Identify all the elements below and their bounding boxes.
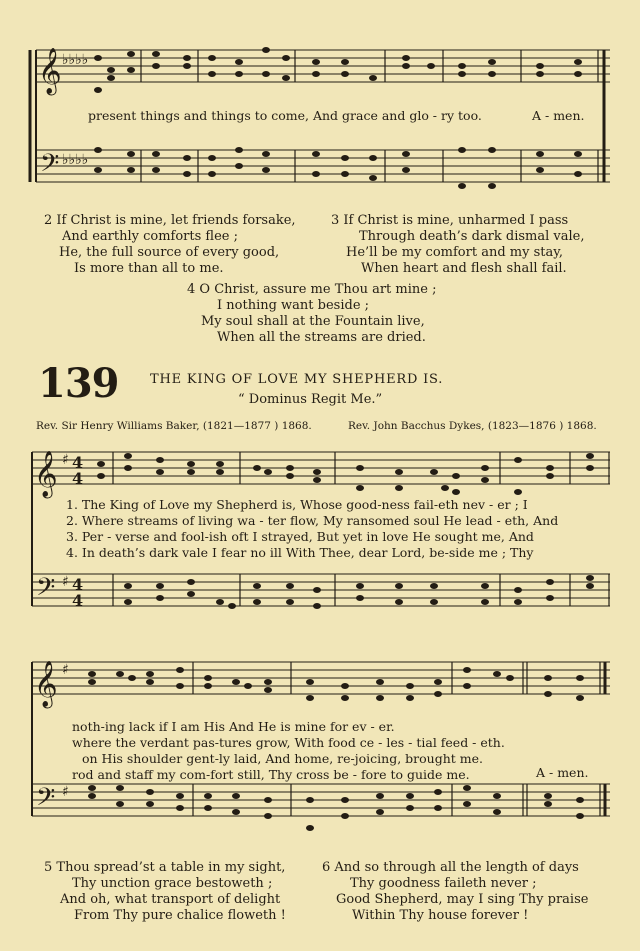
verse-4-line-4: When all the streams are dried.: [217, 330, 426, 345]
svg-text:♯: ♯: [62, 662, 69, 678]
verse-5-line-3: And oh, what transport of delight: [60, 892, 281, 907]
s2-verse-2: where the verdant pas-tures grow, With food ce - les - tial feed - eth.: [72, 735, 505, 750]
verse-5-line-1: 5 Thou spread’st a table in my sight,: [44, 860, 286, 875]
verse-3-line-4: When heart and flesh shall fail.: [361, 261, 567, 276]
s1-verse-2: 2. Where streams of living wa - ter flow, My ransomed soul He lead - eth, And: [66, 513, 559, 528]
verse-2-line-3: He, the full source of every good,: [59, 245, 280, 260]
svg-text:♯: ♯: [62, 784, 69, 800]
verse-4-line-3: My soul shall at the Fountain live,: [201, 314, 425, 329]
verse-6-line-4: Within Thy house forever !: [352, 908, 529, 923]
hymn-title: THE KING OF LOVE MY SHEPHERD IS.: [150, 372, 444, 387]
system-1-lyrics: [66, 497, 558, 561]
music-credit: Rev. John Bacchus Dykes, (1823—1876 ) 1868.: [348, 420, 597, 432]
verse-4-line-2: I nothing want beside ;: [217, 298, 370, 313]
verse-6-line-1: 6 And so through all the length of days: [322, 860, 579, 875]
verse-3: [331, 213, 584, 277]
verse-4: [187, 282, 436, 346]
svg-text:4: 4: [72, 453, 84, 472]
verse-5-line-4: From Thy pure chalice floweth !: [74, 908, 286, 923]
svg-text:♯: ♯: [62, 574, 69, 590]
verse-3-line-3: He’ll be my comfort and my stay,: [346, 245, 563, 260]
svg-text:𝄢: 𝄢: [36, 783, 56, 818]
hymn-number: 139: [38, 360, 119, 407]
hymn-amen: A - men.: [536, 765, 589, 780]
verse-2-line-1: 2 If Christ is mine, let friends forsake,: [44, 213, 296, 228]
svg-text:𝄢: 𝄢: [40, 149, 60, 184]
verse-6-line-3: Good Shepherd, may I sing Thy praise: [336, 892, 589, 907]
verse-5: [44, 860, 286, 924]
svg-text:♭♭♭♭: ♭♭♭♭: [62, 152, 89, 168]
s2-verse-4: rod and staff my com-fort still, Thy cross be - fore to guide me.: [72, 767, 470, 782]
verse-5-line-2: Thy unction grace bestoweth ;: [72, 876, 273, 891]
s1-verse-1: 1. The King of Love my Shepherd is, Whose good-ness fail-eth nev - er ; I: [66, 497, 528, 512]
s2-verse-3: on His shoulder gent-ly laid, And home, re-joicing, brought me.: [82, 751, 483, 766]
top-amen: A - men.: [532, 108, 585, 123]
verse-6-line-2: Thy goodness faileth never ;: [350, 876, 537, 891]
verse-2-line-4: Is more than all to me.: [74, 261, 224, 276]
verse-2: [44, 213, 296, 277]
s1-verse-3: 3. Per - verse and fool-ish oft I strayed, But yet in love He sought me, And: [66, 529, 534, 544]
system-2-lyrics: [72, 719, 505, 783]
svg-text:𝄞: 𝄞: [34, 661, 58, 707]
verse-2-line-2: And earthly comforts flee ;: [62, 229, 238, 244]
svg-text:𝄢: 𝄢: [36, 573, 56, 608]
verse-3-line-1: 3 If Christ is mine, unharmed I pass: [331, 213, 569, 228]
s2-verse-1: noth-ing lack if I am His And He is mine for ev - er.: [72, 719, 395, 734]
s1-verse-4: 4. In death’s dark vale I fear no ill With Thee, dear Lord, be-side me ; Thy: [66, 545, 534, 560]
svg-text:𝄞: 𝄞: [34, 451, 58, 497]
top-music-system: [0, 30, 640, 230]
svg-text:♯: ♯: [62, 452, 69, 468]
svg-text:𝄞: 𝄞: [38, 48, 62, 94]
words-credit: Rev. Sir Henry Williams Baker, (1821—1877 ) 1868.: [36, 420, 312, 432]
svg-text:♭♭♭♭: ♭♭♭♭: [62, 52, 89, 68]
top-lyric-line: present things and things to come, And grace and glo - ry too.: [88, 108, 482, 123]
hymn-subtitle: “ Dominus Regit Me.”: [238, 392, 383, 407]
verse-6: [322, 860, 588, 924]
svg-text:4: 4: [72, 575, 84, 594]
verse-3-line-2: Through death’s dark dismal vale,: [359, 229, 585, 244]
svg-text:4: 4: [72, 591, 84, 610]
svg-text:4: 4: [72, 469, 84, 488]
verse-4-line-1: 4 O Christ, assure me Thou art mine ;: [187, 282, 437, 297]
